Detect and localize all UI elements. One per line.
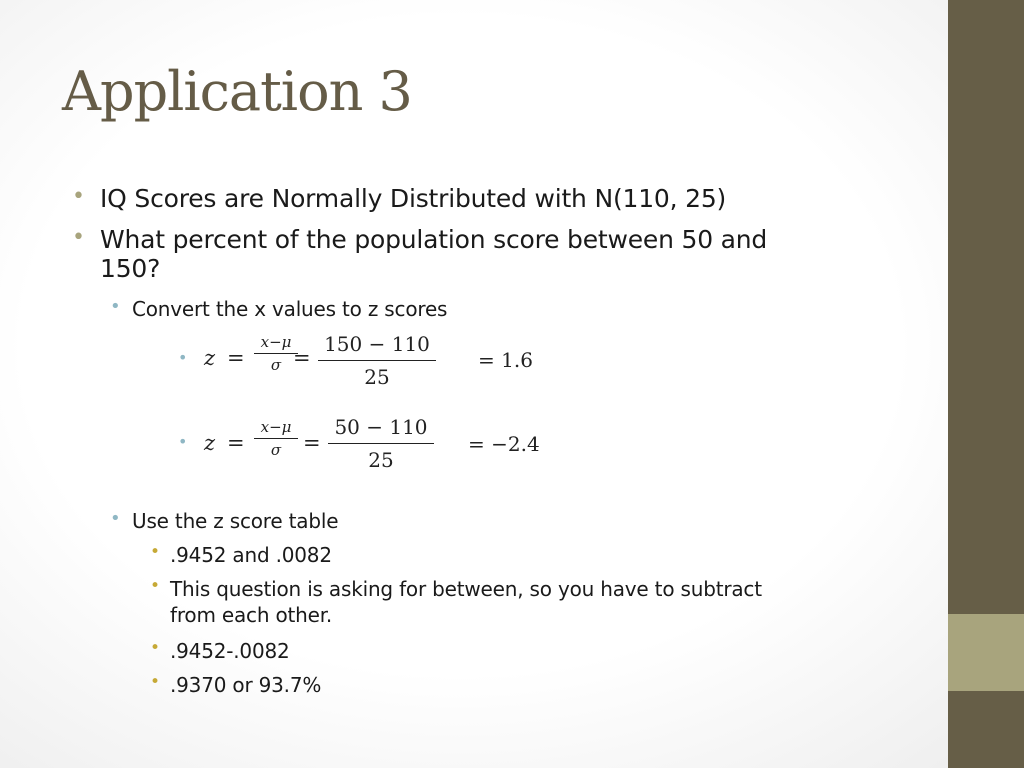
bullet-text: .9370 or 93.7% xyxy=(170,673,322,697)
bullet-text-line2: 150? xyxy=(100,254,161,283)
bullet-text: .9452-.0082 xyxy=(170,639,290,663)
bullet-dot-icon: • xyxy=(72,184,85,209)
bullet-dot-icon: • xyxy=(150,672,161,692)
equation-equals: = xyxy=(227,431,245,455)
bullet-text: IQ Scores are Normally Distributed with N(110, 25) xyxy=(100,184,727,213)
fraction-bar xyxy=(254,438,298,439)
bullet-text-line2: from each other. xyxy=(170,603,333,627)
equation-small-fraction xyxy=(254,333,298,374)
slide-title: Application 3 xyxy=(62,60,412,123)
fraction-numerator: 50 − 110 xyxy=(334,415,428,439)
equation-big-fraction xyxy=(328,415,434,472)
bullet-dot-icon: • xyxy=(178,348,188,367)
equation-small-fraction xyxy=(254,418,298,459)
fraction-bar xyxy=(254,353,298,354)
bullet-dot-icon: • xyxy=(110,508,121,529)
equation-big-fraction xyxy=(318,332,436,389)
fraction-denominator: σ xyxy=(270,441,282,459)
bullet-text xyxy=(100,225,767,283)
fraction-denominator: 25 xyxy=(364,365,390,389)
sub-sub-bullet-subtraction xyxy=(150,638,290,664)
equation-equals: = xyxy=(293,346,311,370)
fraction-denominator: 25 xyxy=(368,448,394,472)
bullet-text: Convert the x values to z scores xyxy=(132,297,448,321)
bullet-text xyxy=(170,576,762,628)
sub-sub-bullet-explanation xyxy=(150,576,762,628)
fraction-bar xyxy=(328,443,434,444)
bullet-text-line1: What percent of the population score between 50 and xyxy=(100,225,768,254)
fraction-numerator: x−μ xyxy=(260,418,292,436)
bullet-dot-icon: • xyxy=(150,576,161,596)
equation-result: = −2.4 xyxy=(468,432,540,456)
sub-bullet-z-table xyxy=(110,508,338,534)
equation-equals: = xyxy=(303,431,321,455)
sub-bullet-convert xyxy=(110,296,447,322)
sub-sub-bullet-values xyxy=(150,542,332,568)
equation-lhs: z xyxy=(204,431,216,455)
bullet-item-question xyxy=(72,225,767,283)
fraction-numerator: 150 − 110 xyxy=(324,332,430,356)
bullet-text: .9452 and .0082 xyxy=(170,543,332,567)
equation-lhs: z xyxy=(204,346,216,370)
equation-result: = 1.6 xyxy=(478,348,533,372)
fraction-denominator: σ xyxy=(270,356,282,374)
bullet-dot-icon: • xyxy=(110,296,121,317)
fraction-numerator: x−μ xyxy=(260,333,292,351)
sub-sub-bullet-answer xyxy=(150,672,321,698)
bullet-dot-icon: • xyxy=(178,432,188,451)
bullet-dot-icon: • xyxy=(72,225,85,250)
bullet-item-distribution xyxy=(72,184,726,213)
bullet-text-line1: This question is asking for between, so you have to subtract xyxy=(170,577,762,601)
right-sidebar-accent-block xyxy=(948,614,1024,691)
fraction-bar xyxy=(318,360,436,361)
bullet-dot-icon: • xyxy=(150,638,161,658)
equation-equals: = xyxy=(227,346,245,370)
bullet-text: Use the z score table xyxy=(132,509,339,533)
bullet-dot-icon: • xyxy=(150,542,161,562)
